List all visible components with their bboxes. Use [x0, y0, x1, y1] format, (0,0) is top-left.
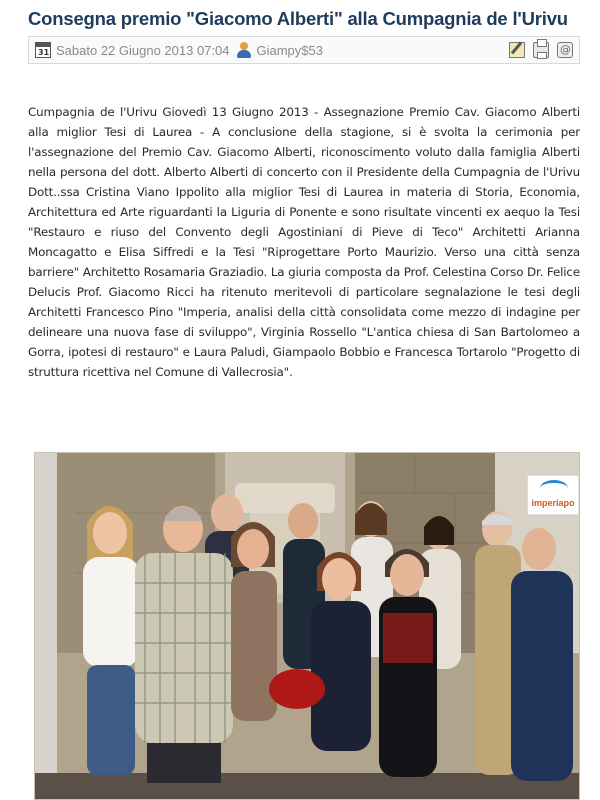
article-body: Cumpagnia de l'Urivu Giovedì 13 Giugno 2013 - Assegnazione Premio Cav. Giacomo Alberti alla miglior Tesi di Laurea - A conclusione della stagione, si è svolta la cerimonia per l'assegnazione del Premio Cav. Giacomo Alberti, riconoscimento voluto dalla famiglia Alberti nella persona del dott. Alberto Alberti di concerto con il Presidente della Cumpagnia de l'Urivu Dott..ssa Cristina Viano Ippolito alla miglior Tesi di Laurea in materia di Storia, Economia, Architettura ed Arte riguardanti la Liguria di Ponente e sono risultate vincenti ex aequo la Tesi "Restauro e riuso del Convento degli Agostiniani di Pieve di Teco" Architetti Arianna Moncagatto e Elisa Siffredi e la Tesi "Riprogettare Porto Maurizio. Verso una città senza barriere" Architetto Rosamaria Graziadio. La giuria composta da Prof. Celestina Corso Dr. Felice Delucis Prof. Giacomo Ricci ha ritenuto meritevoli di particolare segnalazione le tesi degli Architetti Francesco Pino "Imperia, analisi della città consolidata come mezzo di indagine per delineare una nuova fase di sviluppo", Virginia Rossello "L'antica chiesa di San Bartolomeo a Gorra, ipotesi di restauro" e Laura Paludi, Giampaolo Bobbio e Francesca Tortarolo "Progetto di struttura ricettiva nel Comune di Vallecrosia". — [28, 105, 580, 379]
logo-icon — [540, 480, 568, 496]
print-icon[interactable] — [533, 42, 549, 58]
article-title: Consegna premio "Giacomo Alberti" alla Cumpagnia de l'Urivu — [28, 8, 568, 29]
group-photo[interactable] — [34, 452, 580, 800]
article-meta-bar — [28, 36, 580, 64]
email-icon[interactable] — [557, 42, 573, 58]
watermark-logo: imperiapo — [527, 475, 579, 515]
author-name: Giampy$53 — [256, 42, 323, 58]
photo-scene — [35, 453, 580, 800]
user-icon — [235, 42, 253, 58]
edit-icon[interactable] — [509, 42, 525, 58]
publish-date: Sabato 22 Giugno 2013 07:04 — [56, 42, 230, 58]
article-tools — [509, 42, 573, 58]
calendar-icon: 31 — [35, 42, 51, 58]
